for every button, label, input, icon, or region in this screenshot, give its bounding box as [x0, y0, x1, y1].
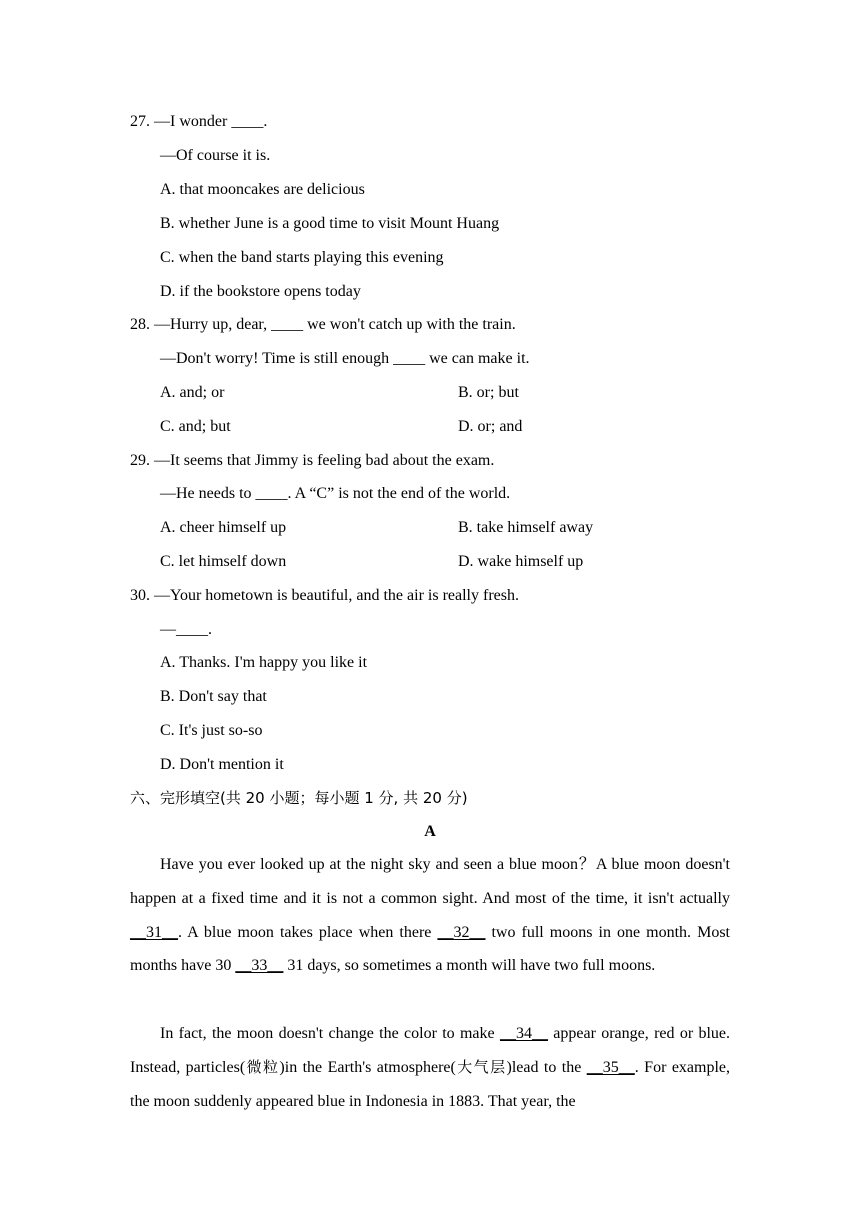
question-29-option-d: D. wake himself up: [458, 553, 584, 570]
p2-cjk-atmosphere: 大气层: [455, 1057, 507, 1076]
p2-cjk-particles: 微粒: [245, 1057, 280, 1076]
p1-text-2: . A blue moon takes place when there: [178, 923, 438, 941]
question-28-stem: 28. —Hurry up, dear, ____ we won't catch up with the train.: [130, 316, 516, 333]
question-28-option-b: B. or; but: [458, 384, 519, 401]
question-30-option-b: B. Don't say that: [160, 688, 267, 705]
question-29-stem: 29. —It seems that Jimmy is feeling bad about the exam.: [130, 452, 495, 469]
question-30-option-c: C. It's just so-so: [160, 722, 263, 739]
blank-31: __31__: [130, 923, 178, 941]
blank-34: __34__: [499, 1025, 548, 1042]
p1-text-4: 31 days, so sometimes a month will have two full moons.: [283, 957, 656, 975]
p2-text-4: )lead to the: [506, 1058, 587, 1076]
question-30-option-d: D. Don't mention it: [160, 756, 284, 773]
question-27-option-c: C. when the band starts playing this evening: [160, 249, 444, 266]
question-29-option-c: C. let himself down: [160, 553, 287, 570]
passage-paragraph-2: [130, 1017, 730, 1118]
blank-35: __35__: [586, 1058, 635, 1076]
question-27-option-d: D. if the bookstore opens today: [160, 283, 361, 300]
question-27-reply: —Of course it is.: [160, 147, 271, 164]
question-30-reply: —____.: [160, 621, 212, 638]
question-29-option-b: B. take himself away: [458, 519, 594, 536]
blank-32: __32__: [437, 923, 486, 941]
p2-text-1: In fact, the moon doesn't change the color to make: [160, 1025, 500, 1042]
question-30-option-a: A. Thanks. I'm happy you like it: [160, 654, 368, 671]
p2-text-5: . For example, the moon suddenly appeared blue in Indonesia in 1883. That year, the: [130, 1058, 731, 1110]
question-27-stem: 27. —I wonder ____.: [130, 113, 268, 130]
question-30-stem: 30. —Your hometown is beautiful, and the air is really fresh.: [130, 587, 519, 604]
p1-text-3: two full moons in one month. Most months have 30: [130, 923, 730, 975]
p1-text-1: Have you ever looked up at the night sky and seen a blue moon？A blue moon doesn't happen at a fixed time and it is not a common sight. And most of the time, it isn't actually: [130, 856, 730, 907]
passage-title: A: [424, 823, 436, 840]
p2-text-2: appear orange, red or blue. Instead, particles(: [130, 1025, 731, 1076]
passage-paragraph-1: [130, 848, 730, 983]
question-29-option-a: A. cheer himself up: [160, 519, 287, 536]
blank-33: __33__: [235, 957, 284, 975]
question-28-option-d: D. or; and: [458, 418, 523, 435]
question-28-option-a: A. and; or: [160, 384, 225, 401]
section-heading: 六、完形填空(共 20 小题；每小题 1 分, 共 20 分): [130, 789, 468, 807]
question-28-reply: —Don't worry! Time is still enough ____ we can make it.: [160, 350, 530, 367]
question-27-option-b: B. whether June is a good time to visit Mount Huang: [160, 215, 500, 232]
question-27-option-a: A. that mooncakes are delicious: [160, 181, 365, 198]
question-29-reply: —He needs to ____. A “C” is not the end of the world.: [160, 485, 511, 502]
question-28-option-c: C. and; but: [160, 418, 231, 435]
p2-text-3: )in the Earth's atmosphere(: [279, 1058, 456, 1076]
